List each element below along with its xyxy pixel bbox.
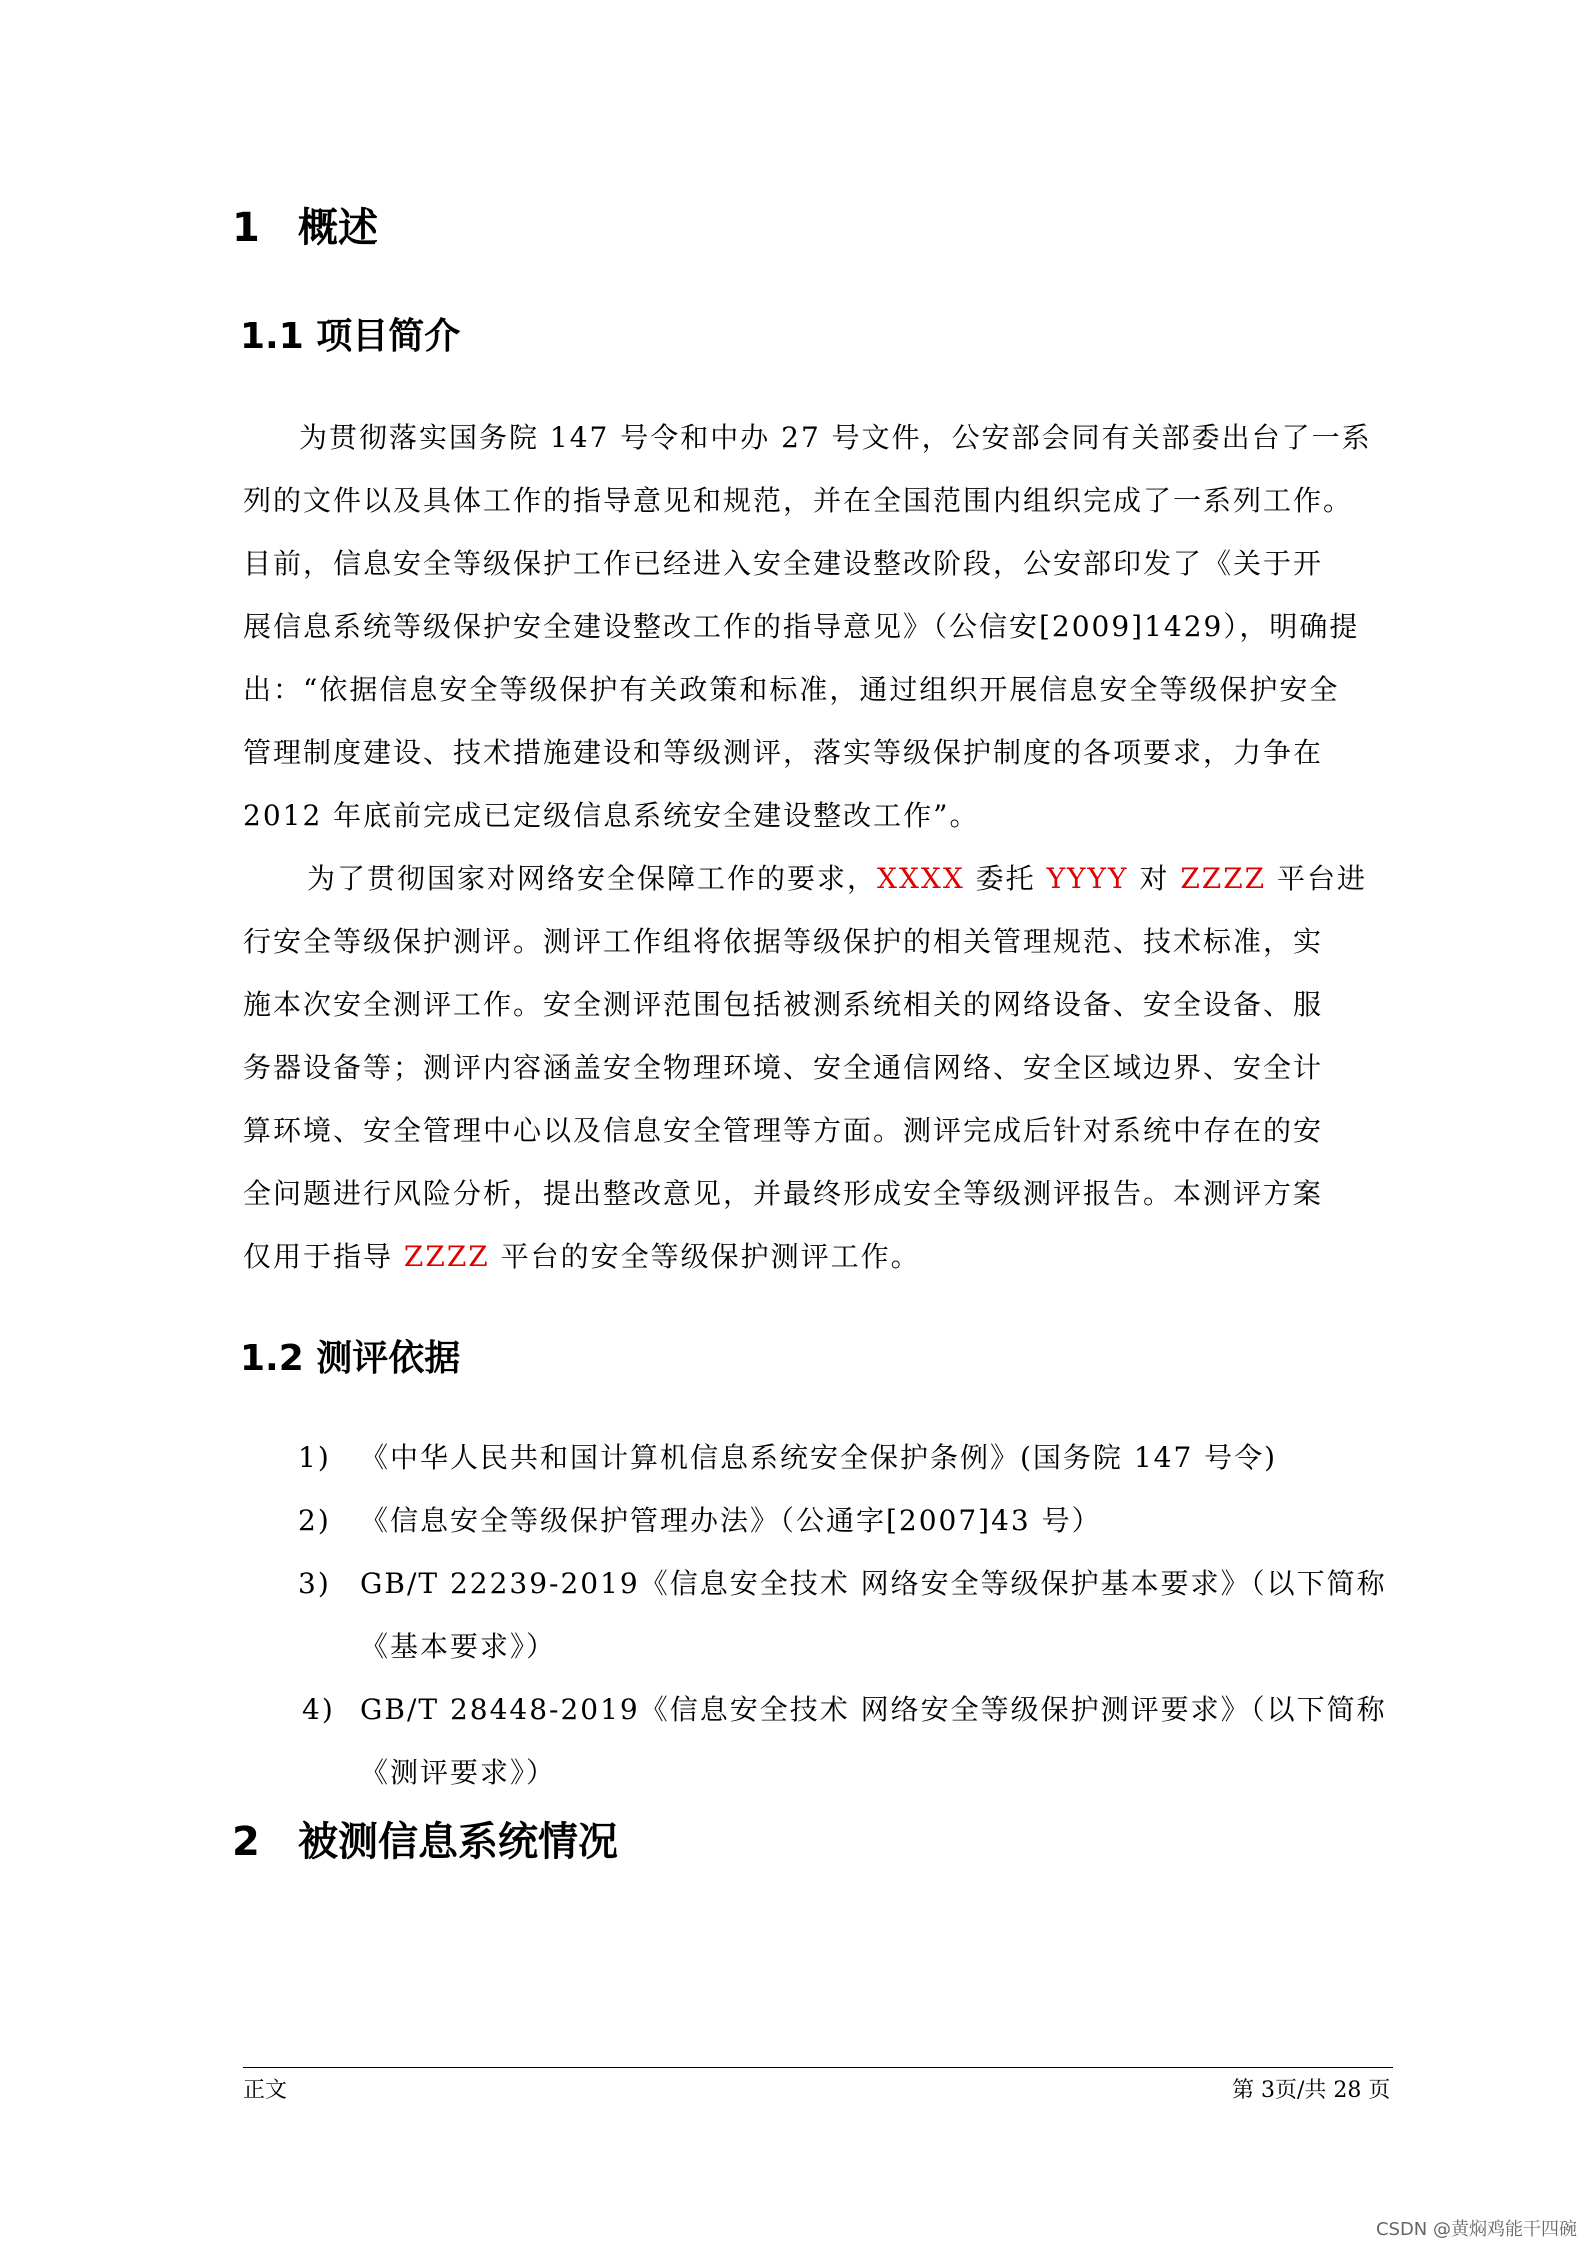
para-line: 算环境、安全管理中心以及信息安全管理等方面。测评完成后针对系统中存在的安 bbox=[243, 1114, 1324, 1147]
heading-number: 1 bbox=[232, 205, 260, 251]
list-number: 2) bbox=[298, 1504, 331, 1537]
para-line: 全问题进行风险分析，提出整改意见，并最终形成安全等级测评报告。本测评方案 bbox=[243, 1177, 1324, 1210]
para-line: 务器设备等；测评内容涵盖安全物理环境、安全通信网络、安全区域边界、安全计 bbox=[243, 1051, 1324, 1084]
para-line: 行安全等级保护测评。测评工作组将依据等级保护的相关管理规范、技术标准，实 bbox=[243, 925, 1324, 958]
list-number: 4) bbox=[302, 1693, 335, 1726]
para-line bbox=[243, 1225, 1393, 1288]
list-text: 《信息安全等级保护管理办法》（公通字[2007]43 号） bbox=[360, 1504, 1102, 1537]
para-line: 展信息系统等级保护安全建设整改工作的指导意见》（公信安[2009]1429），明确提 bbox=[243, 610, 1360, 643]
highlight-placeholder-zzzz: ZZZZ bbox=[1180, 862, 1267, 895]
para-text: 仅用于指导 bbox=[243, 1240, 404, 1273]
para-text: 委托 bbox=[964, 862, 1047, 895]
intro-paragraph-2 bbox=[243, 847, 1393, 1288]
list-number: 3) bbox=[298, 1567, 331, 1600]
para-line: 为贯彻落实国务院 147 号令和中办 27 号文件，公安部会同有关部委出台了一系 bbox=[299, 421, 1372, 454]
heading-overview bbox=[232, 196, 378, 253]
list-text: 《中华人民共和国计算机信息系统安全保护条例》(国务院 147 号令) bbox=[360, 1441, 1278, 1474]
para-text: 为了贯彻国家对网络安全保障工作的要求， bbox=[307, 862, 878, 895]
list-text-continued: 《测评要求》） bbox=[360, 1756, 557, 1789]
footer-section-label: 正文 bbox=[243, 2078, 288, 2103]
heading-text: 概述 bbox=[298, 205, 378, 251]
footer-page-number: 第 3页/共 28 页 bbox=[1232, 2078, 1391, 2103]
para-line bbox=[243, 847, 1393, 910]
intro-paragraph-1 bbox=[243, 406, 1393, 847]
para-line: 管理制度建设、技术措施建设和等级测评，落实等级保护制度的各项要求，力争在 bbox=[243, 736, 1324, 769]
highlight-placeholder-xxxx: XXXX bbox=[877, 862, 965, 895]
para-text: 平台进 bbox=[1266, 862, 1368, 895]
list-text: GB/T 22239-2019《信息安全技术 网络安全等级保护基本要求》（以下简称 bbox=[360, 1567, 1387, 1600]
para-text: 平台的安全等级保护测评工作。 bbox=[489, 1240, 921, 1273]
list-number: 1) bbox=[298, 1441, 331, 1474]
heading-evaluation-basis: 1.2 测评依据 bbox=[240, 1338, 461, 1379]
heading-project-intro: 1.1 项目简介 bbox=[240, 316, 461, 357]
highlight-placeholder-yyyy: YYYY bbox=[1046, 862, 1129, 895]
para-line: 目前，信息安全等级保护工作已经进入安全建设整改阶段，公安部印发了《关于开 bbox=[243, 547, 1324, 580]
highlight-placeholder-zzzz: ZZZZ bbox=[403, 1240, 490, 1273]
footer-divider bbox=[243, 2067, 1393, 2068]
para-text: 对 bbox=[1128, 862, 1181, 895]
para-line: 施本次安全测评工作。安全测评范围包括被测系统相关的网络设备、安全设备、服 bbox=[243, 988, 1324, 1021]
csdn-watermark: CSDN @黄焖鸡能干四碗 bbox=[1375, 2219, 1577, 2240]
para-line: 2012 年底前完成已定级信息系统安全建设整改工作”。 bbox=[243, 799, 980, 832]
heading-system-under-test bbox=[232, 1810, 618, 1867]
para-line: 列的文件以及具体工作的指导意见和规范，并在全国范围内组织完成了一系列工作。 bbox=[243, 484, 1354, 517]
list-text: GB/T 28448-2019《信息安全技术 网络安全等级保护测评要求》（以下简称 bbox=[360, 1693, 1387, 1726]
heading-number: 2 bbox=[232, 1819, 260, 1865]
para-line: 出：“依据信息安全等级保护有关政策和标准，通过组织开展信息安全等级保护安全 bbox=[243, 673, 1340, 706]
heading-text: 被测信息系统情况 bbox=[298, 1819, 618, 1865]
list-text-continued: 《基本要求》） bbox=[360, 1630, 557, 1663]
